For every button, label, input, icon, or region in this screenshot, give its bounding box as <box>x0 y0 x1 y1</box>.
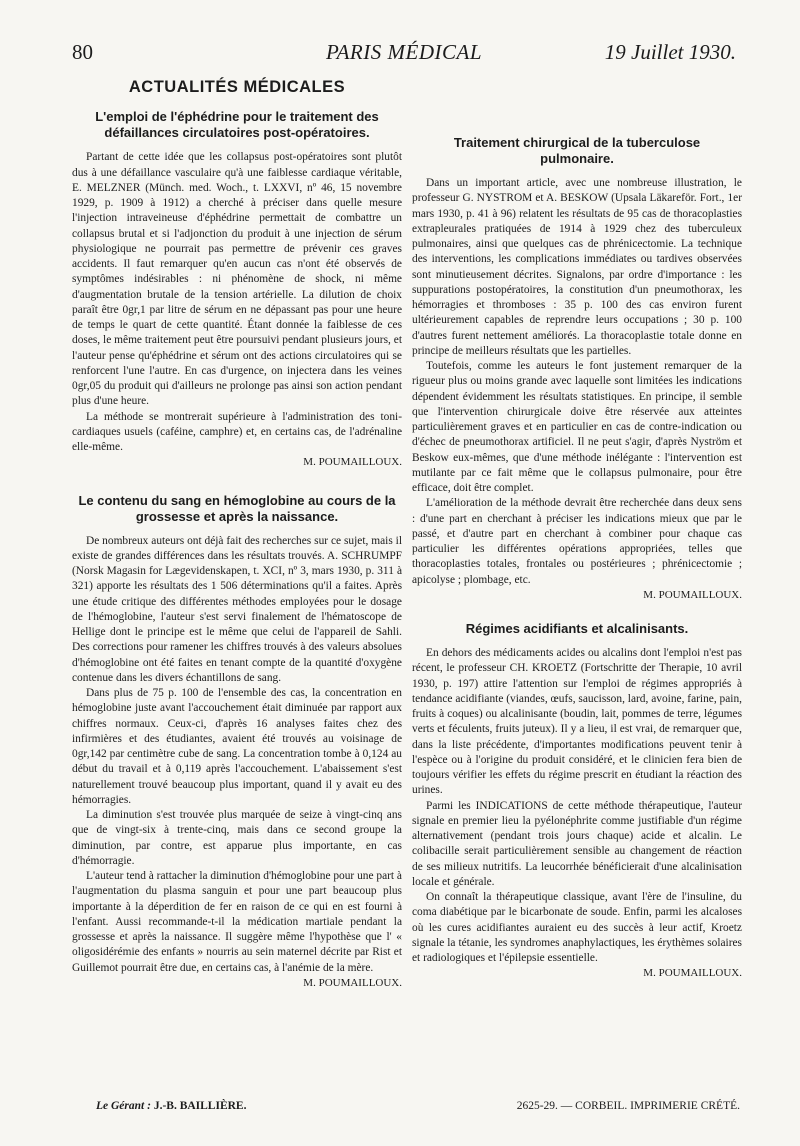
gerant-name: J.-B. BAILLIÈRE. <box>153 1100 247 1112</box>
article-paragraph: De nombreux auteurs ont déjà fait des recherches sur ce sujet, mais il existe de grandes différences dans les résultats trouvés. A. SCHRUMPF (Norsk Magasin for Lægevidenskapen, t. XCI, nº 3, mars 1930, p. 311 à 321) apporte les résultats des 1 506 déterminations qu'il a faites. Après une étude critique des différentes méthodes employées pour le dosage de l'hémoglobine, l'auteur s'est servi finalement de l'hématoscope de Hellige dont le principe est le même que celui de l'appareil de Sahli. Des corrections pour ramener les chiffres trouvés à des valeurs absolues d'hémoglobine ont été faites en tenant compte de la quantité d'oxygène contenue dans les divers échantillons de sang. <box>72 534 402 684</box>
page-number: 80 <box>72 40 93 64</box>
article-ephedrine <box>72 109 402 470</box>
right-column-content <box>412 135 742 982</box>
article-paragraph: Dans un important article, avec une nombreuse illustration, le professeur G. NYSTROM et A. BESKOW (Upsala Läkareför. Fort., 1er mars 1930, p. 41 à 96) relatent les résultats de 95 cas de thoracoplasties extrapleurales pratiquées de 1914 à 1929 chez des tuberculeux pulmonaires, ainsi que quelques cas de phrénicectomie. La technique des interventions, les complications immédiates ou tardives observées sont minutieusement décrites. Signalons, par ordre d'importance : les suppurations postopératoires, la constitution d'un pneumothorax, les hémorragies et thromboses : 35 p. 100 des cas environ furent ultérieurement capables de reprendre leurs occupations ; 30 p. 100 d'autres furent nettement améliorés. La thoracoplastie totale donne en principe de meilleurs résultats que les partielles. <box>412 177 742 357</box>
printer-line: 2625-29. — CORBEIL. IMPRIMERIE CRÉTÉ. <box>516 1100 740 1112</box>
article-paragraph: Dans plus de 75 p. 100 de l'ensemble des cas, la concentration en hémoglobine juste avant l'accouchement était diminuée par rapport aux chiffres normaux. Ceux-ci, d'après 16 analyses faites chez des infirmières et des étudiantes, avaient été trouvés au voisinage de 0gr,142 par centimètre cube de sang. La concentration tombe à 0,124 au début du travail et à 0,119 après l'accouchement. L'abaissement s'est naturellement trouvé beaucoup plus important, quand il y avait eu des hémorragies. <box>72 687 402 806</box>
article-title: Régimes acidifiants et alcalinisants. <box>465 621 689 636</box>
article-title: L'emploi de l'éphédrine pour le traitement des défaillances circulatoires post-opératoires. <box>95 109 379 141</box>
article-tuberculose <box>412 135 742 603</box>
page-header <box>72 40 736 70</box>
gerant-label: Le Gérant : <box>96 1100 151 1112</box>
article-paragraph: L'amélioration de la méthode devrait être recherchée dans deux sens : d'une part en cherchant à préciser les indications mieux que par le passé, et d'autre part en cherchant à combiner pour chaque cas particulier les différentes opérations appropriées, telles que thoracoplasties totales, frontales ou postérieures ; phrénicectomie ; apicolyse ; plombage, etc. <box>412 497 742 586</box>
journal-title: PARIS MÉDICAL <box>325 40 482 64</box>
article-regimes <box>412 621 742 982</box>
issue-date: 19 Juillet 1930. <box>604 40 736 64</box>
article-signature: M. POUMAILLOUX. <box>303 976 402 989</box>
article-signature: M. POUMAILLOUX. <box>643 588 742 601</box>
article-title: Traitement chirurgical de la tuberculose pulmonaire. <box>453 135 701 166</box>
article-paragraph: La diminution s'est trouvée plus marquée de seize à vingt-cinq ans que de vingt-six à trente-cinq, mais dans ce second groupe la diminution, par contre, est apparue plus importante, en cas d'hémorragie. <box>72 809 402 867</box>
article-signature: M. POUMAILLOUX. <box>303 456 402 469</box>
section-title: ACTUALITÉS MÉDICALES <box>128 78 346 96</box>
article-paragraph: En dehors des médicaments acides ou alcalins dont l'emploi n'est pas récent, le professeur CH. KROETZ (Fortschritte der Therapie, 10 avril 1930, p. 197) attire l'attention sur l'emploi de régimes appropriés à tendance acidifiante (viandes, œufs, saucisson, lard, avoine, farine, pain, fruits à coques) ou alcalinisante (boudin, lait, pommes de terre, légumes verts et féculents, fruits juteux). Il y a lieu, il est vrai, de remarquer que, dans la liste précédente, d'importantes modifications peuvent tenir à l'espèce ou à l'origine du produit considéré, et le clinicien fera bien de toujours vérifier les effets du régime prescrit en étudiant la réaction des urines. <box>412 647 742 797</box>
article-paragraph: La méthode se montrerait supérieure à l'administration des toni-cardiaques usuels (caféine, camphre) et, en certains cas, de l'adrénaline elle-même. <box>72 410 402 453</box>
article-paragraph: Toutefois, comme les auteurs le font justement remarquer de la rigueur plus ou moins grande avec laquelle sont limitées les indications dépendent évidemment les résultats statistiques. En principe, il semble que l'intervention chirurgicale doive être réservée aux atteintes particulièrement graves et en particulier en cas de contre-indication ou d'échec de pneumothorax artificiel. Il ne peut s'agir, d'après Nyström et Beskow eux-mêmes, que d'une méthode inélégante : l'intervention est mutilante par ce fait même que le collapsus pulmonaire, pour être efficace, doit être complet. <box>412 360 742 494</box>
article-paragraph: On connaît la thérapeutique classique, avant l'ère de l'insuline, du coma diabétique par le bicarbonate de soude. Enfin, parmi les alcaloses où les cures acidifiantes auraient eu des succès à leur actif, Kroetz signale la tétanie, les syndromes anaphylactiques, les érythèmes solaires et radiologiques et l'épilepsie essentielle. <box>412 891 742 964</box>
article-title: Le contenu du sang en hémoglobine au cours de la grossesse et après la naissance. <box>78 492 396 524</box>
article-paragraph: Parmi les INDICATIONS de cette méthode thérapeutique, l'auteur signale en premier lieu la pyélonéphrite comme justifiable d'un régime alternativement (pendant trois jours chaque) acide et alcalin. Le colibacille serait particulièrement sensible au changement de réaction de ses milieux nutritifs. La leucorrhée bénéficierait d'une alcalinisation locale et générale. <box>412 799 742 888</box>
article-paragraph: L'auteur tend à rattacher la diminution d'hémoglobine pour une part à l'augmentation du plasma sanguin et pour une part beaucoup plus importante à la déperdition de fer en raison de ce qui en est fourni à l'enfant. Aussi recommande-t-il la médication martiale pendant la grossesse et après la naissance. Il suggère même l'hypothèse que l' « oligosidérémie des enfants » nourris au sein maternel décrite par Rist et Guillemot pourrait être due, en certains cas, à l'anémie de la mère. <box>72 870 402 974</box>
article-hemoglobine <box>72 493 402 992</box>
article-paragraph: Partant de cette idée que les collapsus post-opératoires sont plutôt dus à une défaillance vasculaire qu'à une faiblesse cardiaque véritable, E. MELZNER (Münch. med. Woch., t. LXXVI, nº 46, 15 novembre 1929, p. 1909 à 1912) a cherché à préciser dans quelle mesure l'injection intraveineuse d'éphédrine permettait de combattre un collapsus brutal et si l'adjonction du produit à une injection de sérum physiologique ne pourrait pas permettre de prévenir ces graves accidents. Il faut remarquer qu'en aucun cas n'ont été observés de symptômes indésirables : ni phénomène de shock, ni même d'augmentation brutale de la tension artérielle. La dilution de choix paraît être 0gr,1 par litre de sérum en ne dépassant pas pour une heure de temps le quart de cette quantité. Étant donnée la faiblesse de ces doses, le même traitement peut être poursuivi pendant plusieurs jours, et l'auteur pense qu'éphédrine et sérum ont des actions circulatoires qui se renforcent l'une l'autre. En cas d'urgence, on injectera dans les veines 0gr,05 du produit qui d'ailleurs ne prolonge pas ainsi son action pendant plus d'une heure. <box>72 151 402 408</box>
article-signature: M. POUMAILLOUX. <box>643 967 742 980</box>
left-column <box>72 78 402 991</box>
gerant-line <box>96 1100 246 1112</box>
